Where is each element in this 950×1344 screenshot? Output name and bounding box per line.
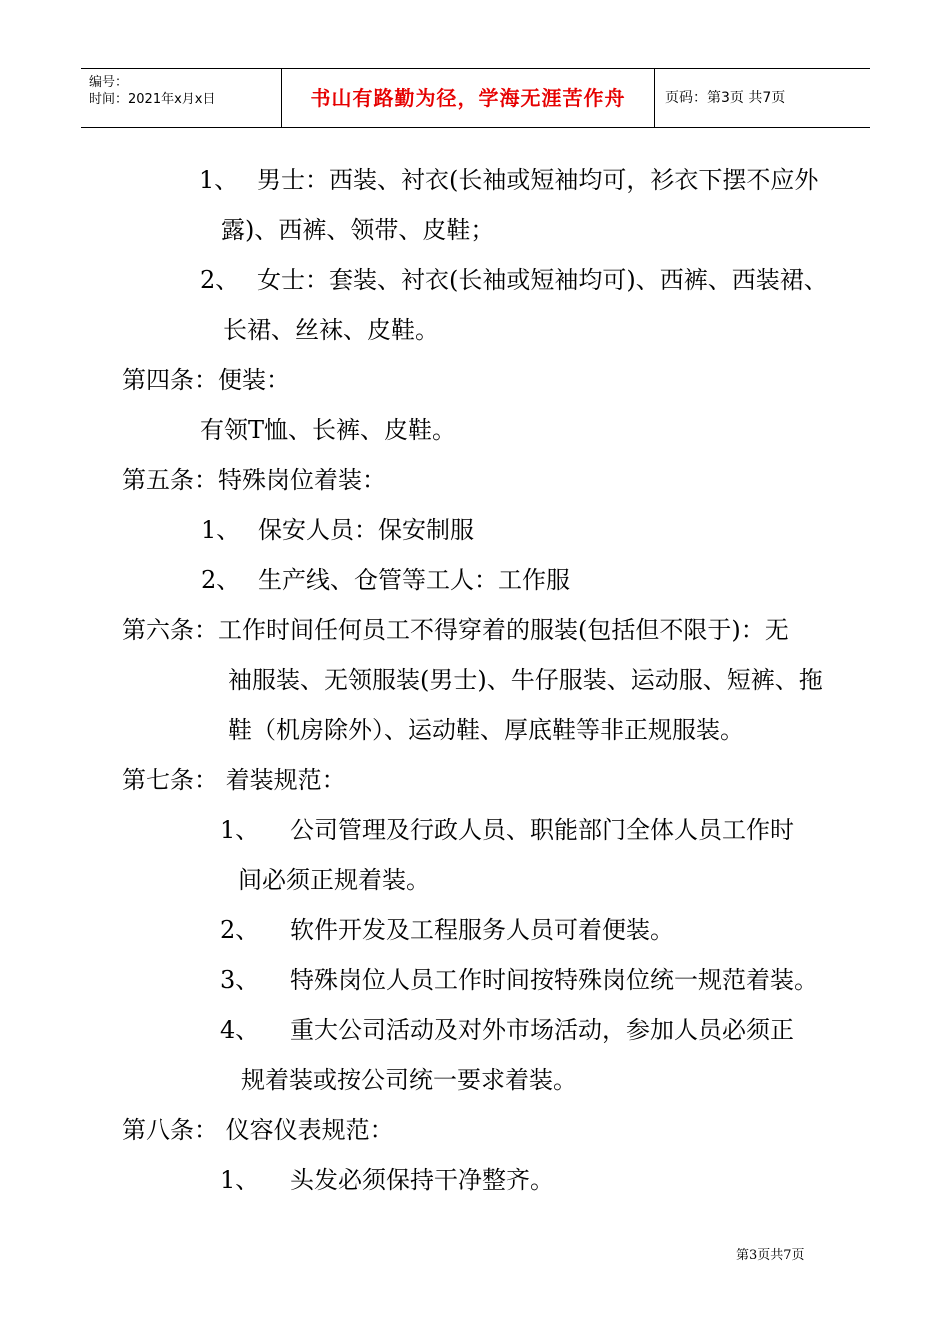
line-text: 软件开发及工程服务人员可着便装。 (290, 916, 674, 944)
line-text: 重大公司活动及对外市场活动，参加人员必须正 (290, 1016, 794, 1044)
header-page-label: 页码：第3页 共7页 (665, 90, 786, 106)
body-line (201, 514, 474, 546)
line-text: 间必须正规着装。 (238, 866, 430, 894)
body-line (228, 714, 744, 746)
list-number: 1、 (201, 516, 241, 544)
header-time-label: 时间：2021年x月x日 (89, 92, 216, 107)
list-number: 1、 (220, 1166, 260, 1194)
body-line (220, 1014, 794, 1046)
list-number: 4、 (220, 1016, 260, 1044)
body-line (201, 564, 570, 596)
section-heading (122, 614, 789, 646)
section-heading (122, 1114, 394, 1146)
list-number: 2、 (200, 266, 240, 294)
line-text: 规着装或按公司统一要求着装。 (241, 1066, 577, 1094)
line-text: 头发必须保持干净整齐。 (290, 1166, 554, 1194)
body-line (238, 864, 430, 896)
line-text: 女士：套装、衬衣(长袖或短袖均可)、西裤、西装裙、 (257, 266, 828, 294)
line-text: 袖服装、无领服装(男士)、牛仔服装、运动服、短裤、拖 (228, 666, 823, 694)
line-text: 公司管理及行政人员、职能部门全体人员工作时 (290, 816, 794, 844)
header-number-label: 编号： (89, 75, 129, 90)
document-header (81, 68, 870, 128)
line-text: 保安人员：保安制服 (258, 516, 474, 544)
body-line (220, 814, 794, 846)
body-line (220, 1164, 554, 1196)
header-motto: 书山有路勤为径，学海无涯苦作舟 (282, 69, 655, 127)
line-text: 男士：西装、衬衣(长袖或短袖均可，衫衣下摆不应外 (257, 166, 819, 194)
list-number: 1、 (220, 816, 260, 844)
body-line (223, 314, 439, 346)
body-line (228, 664, 823, 696)
line-text: 露)、西裤、领带、皮鞋； (221, 216, 495, 244)
body-line (221, 214, 494, 246)
section-heading (122, 464, 386, 496)
line-text: 第八条： 仪容仪表规范： (122, 1116, 394, 1144)
line-text: 第七条： 着装规范： (122, 766, 346, 794)
list-number: 1、 (199, 166, 239, 194)
body-line (220, 964, 818, 996)
line-text: 第六条：工作时间任何员工不得穿着的服装(包括但不限于)：无 (122, 616, 789, 644)
line-text: 鞋（机房除外）、运动鞋、厚底鞋等非正规服装。 (228, 716, 744, 744)
body-line (220, 914, 674, 946)
section-heading (122, 364, 290, 396)
body-line (200, 264, 828, 296)
line-text: 第五条：特殊岗位着装： (122, 466, 386, 494)
line-text: 生产线、仓管等工人：工作服 (258, 566, 570, 594)
body-line (241, 1064, 577, 1096)
line-text: 长裙、丝袜、皮鞋。 (223, 316, 439, 344)
list-number: 2、 (201, 566, 241, 594)
header-meta-cell (81, 69, 282, 127)
body-line (199, 164, 818, 196)
body-line (200, 414, 456, 446)
list-number: 2、 (220, 916, 260, 944)
line-text: 第四条：便装： (122, 366, 290, 394)
line-text: 特殊岗位人员工作时间按特殊岗位统一规范着装。 (290, 966, 818, 994)
section-heading (122, 764, 346, 796)
page-footer: 第3页共7页 (736, 1248, 805, 1263)
line-text: 有领T恤、长裤、皮鞋。 (200, 416, 457, 444)
list-number: 3、 (220, 966, 260, 994)
